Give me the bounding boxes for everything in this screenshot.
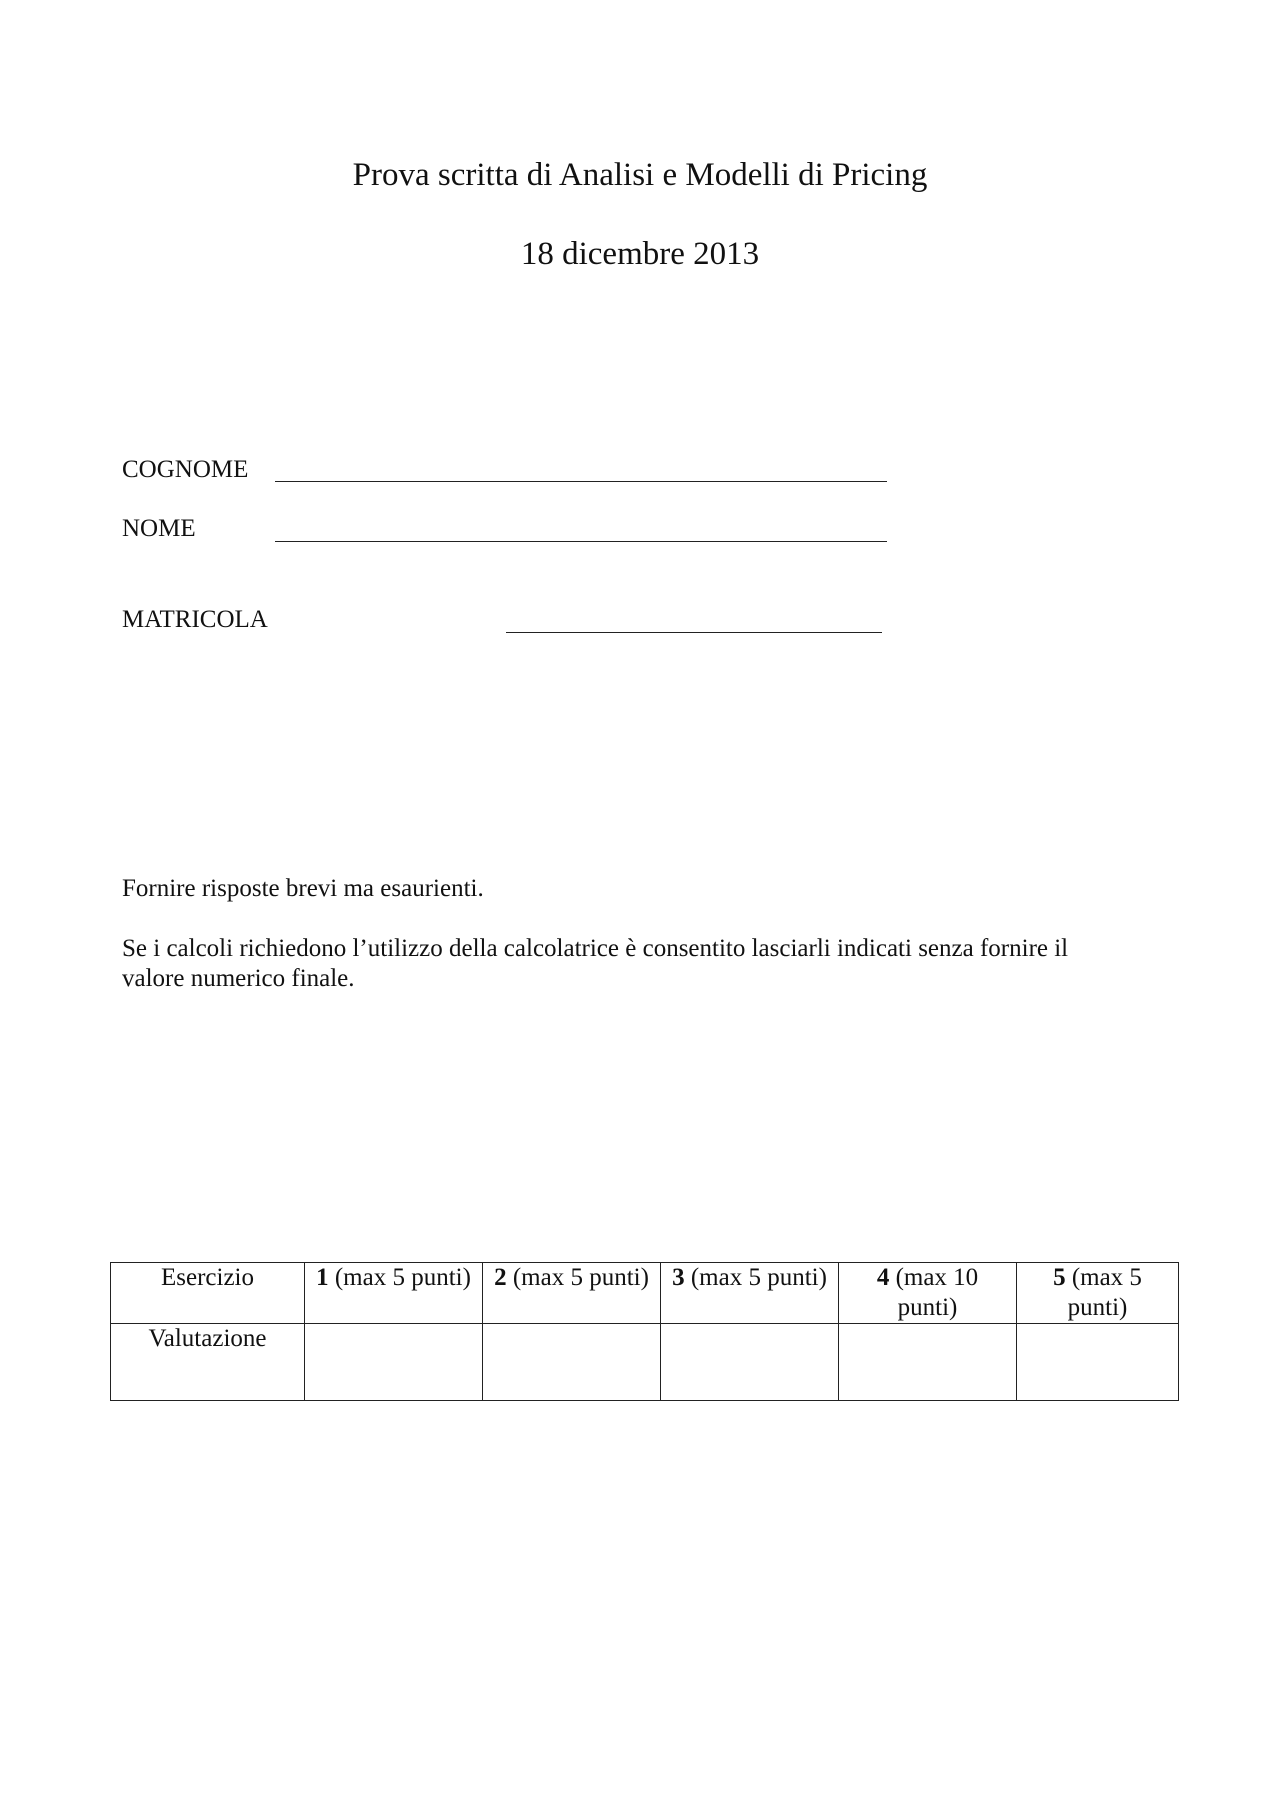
matricola-field[interactable] [506,632,882,633]
grade-cell[interactable] [839,1324,1017,1401]
table-row [111,1263,1179,1324]
table-header-cell [305,1263,483,1324]
exercise-points: (max 5 punti) [690,1264,827,1291]
table-row [111,1324,1179,1401]
instruction-text: Fornire risposte brevi ma esaurienti. [122,875,484,902]
row-header-exercise: Esercizio [160,1264,254,1291]
nome-label: NOME [122,515,196,542]
exercise-number: 1 [316,1264,329,1291]
page-title: Prova scritta di Analisi e Modelli di Pricing [352,157,928,193]
table-header-cell [839,1263,1017,1324]
matricola-label: MATRICOLA [122,606,268,633]
exercise-number: 2 [494,1264,507,1291]
cognome-label: COGNOME [122,456,249,483]
exercise-points: (max 5 punti) [334,1264,471,1291]
grade-cell[interactable] [483,1324,661,1401]
exercise-points: (max 5 punti) [1067,1264,1142,1321]
exercise-points: (max 10 punti) [895,1264,979,1321]
exercise-number: 4 [876,1264,890,1291]
table-header-cell [111,1263,305,1324]
grade-cell[interactable] [305,1324,483,1401]
exam-date: 18 dicembre 2013 [520,236,760,272]
row-header-evaluation: Valutazione [148,1325,267,1352]
grade-cell[interactable] [661,1324,839,1401]
exercise-number: 3 [672,1264,685,1291]
table-header-cell [661,1263,839,1324]
grades-table [110,1262,1179,1401]
grade-cell[interactable] [1017,1324,1179,1401]
instruction-text: Se i calcoli richiedono l’utilizzo della calcolatrice è consentito lasciarli indicati senza fornire il valore numerico finale. [122,935,1069,992]
exercise-number: 5 [1053,1264,1066,1291]
cognome-field[interactable] [275,481,887,482]
table-header-cell [111,1324,305,1401]
exercise-points: (max 5 punti) [512,1264,649,1291]
table-header-cell [483,1263,661,1324]
nome-field[interactable] [275,541,887,542]
table-header-cell [1017,1263,1179,1324]
